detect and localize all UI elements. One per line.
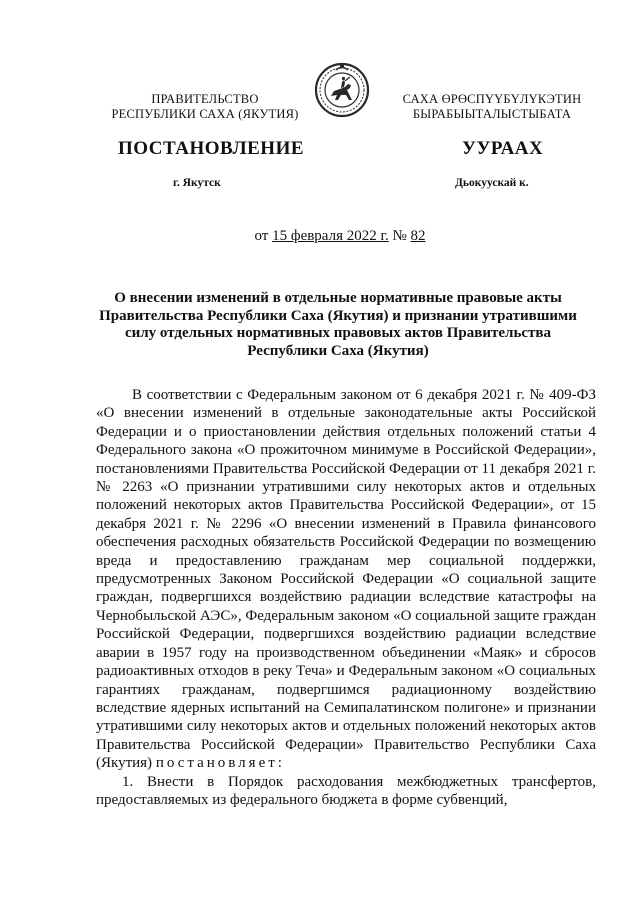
decree-number: 82 — [410, 228, 426, 244]
decree-date: 15 февраля 2022 г. — [272, 228, 389, 244]
doc-type-sah: УУРААХ — [462, 138, 544, 159]
decree-title: О внесении изменений в отдельные нормативные правовые акты Правительства Республики Саха (Якутия) и признании утратившими силу отдельных нормативных правовых актов Правительства Республики Саха (Якутия) — [99, 290, 577, 359]
date-line — [0, 228, 640, 245]
coat-of-arms-icon — [314, 60, 370, 120]
date-prefix: от — [254, 228, 269, 244]
header-ru-line1: ПРАВИТЕЛЬСТВО — [151, 92, 259, 106]
header-sah — [382, 92, 602, 122]
decree-word: постановляет: — [155, 755, 285, 772]
header-ru-line2: РЕСПУБЛИКИ САХА (ЯКУТИЯ) — [111, 107, 299, 121]
preamble-text: В соответствии с Федеральным законом от 6 декабря 2021 г. № 409-ФЗ «О внесении изменений в отдельные законодательные акты Российской Федерации и о приостановлении действия отдельных положений статьи 4 Федерального закона «О прожиточном минимуме в Российской Федерации», постановлениями Правительства Российской Федерации от 11 декабря 2021 г. № 2263 «О признании утратившими силу некоторых актов и отдельных положений некоторых актов Правительства Российской Федерации», от 15 декабря 2021 г. № 2296 «О внесении изменений в Правила финансового обеспечения расходных обязательств Российской Федерации по возмещению вреда и предоставлению гражданам мер социальной поддержки, предусмотренных Законом Российской Федерации «О социальной защите граждан, подвергшихся воздействию радиации вследствие катастрофы на Чернобыльской АЭС», Федеральным законом «О социальной защите граждан Российской Федерации, подвергшихся воздействию радиации вследствие аварии в 1957 году на производственном объединении «Маяк» и сбросов радиоактивных отходов в реку Теча» и Федеральным законом «О социальных гарантиях гражданам, подвергшимся радиационному воздействию вследствие ядерных испытаний на Семипалатинском полигоне» и признании утратившими силу некоторых актов и отдельных положений некоторых актов Правительства Российской Федерации» Правительство Республики Саха (Якутия) — [96, 387, 596, 772]
header-ru — [95, 92, 315, 122]
item-1-paragraph: 1. Внести в Порядок расходования межбюджетных трансфертов, предоставляемых из федерального бюджета в форме субвенций, — [96, 773, 596, 808]
city-ru: г. Якутск — [173, 177, 221, 189]
city-sah: Дьокуускай к. — [455, 177, 529, 189]
header-sah-line1: САХА ӨРӨСПҮҮБҮЛҮКЭТИН — [402, 92, 582, 106]
preamble-paragraph — [96, 386, 596, 773]
doc-type-ru: ПОСТАНОВЛЕНИЕ — [118, 138, 305, 159]
decree-body — [96, 386, 596, 809]
number-prefix: № — [392, 228, 407, 244]
header-sah-line2: БЫРАБЫЫТАЛЫСТЫБАТА — [412, 107, 572, 121]
